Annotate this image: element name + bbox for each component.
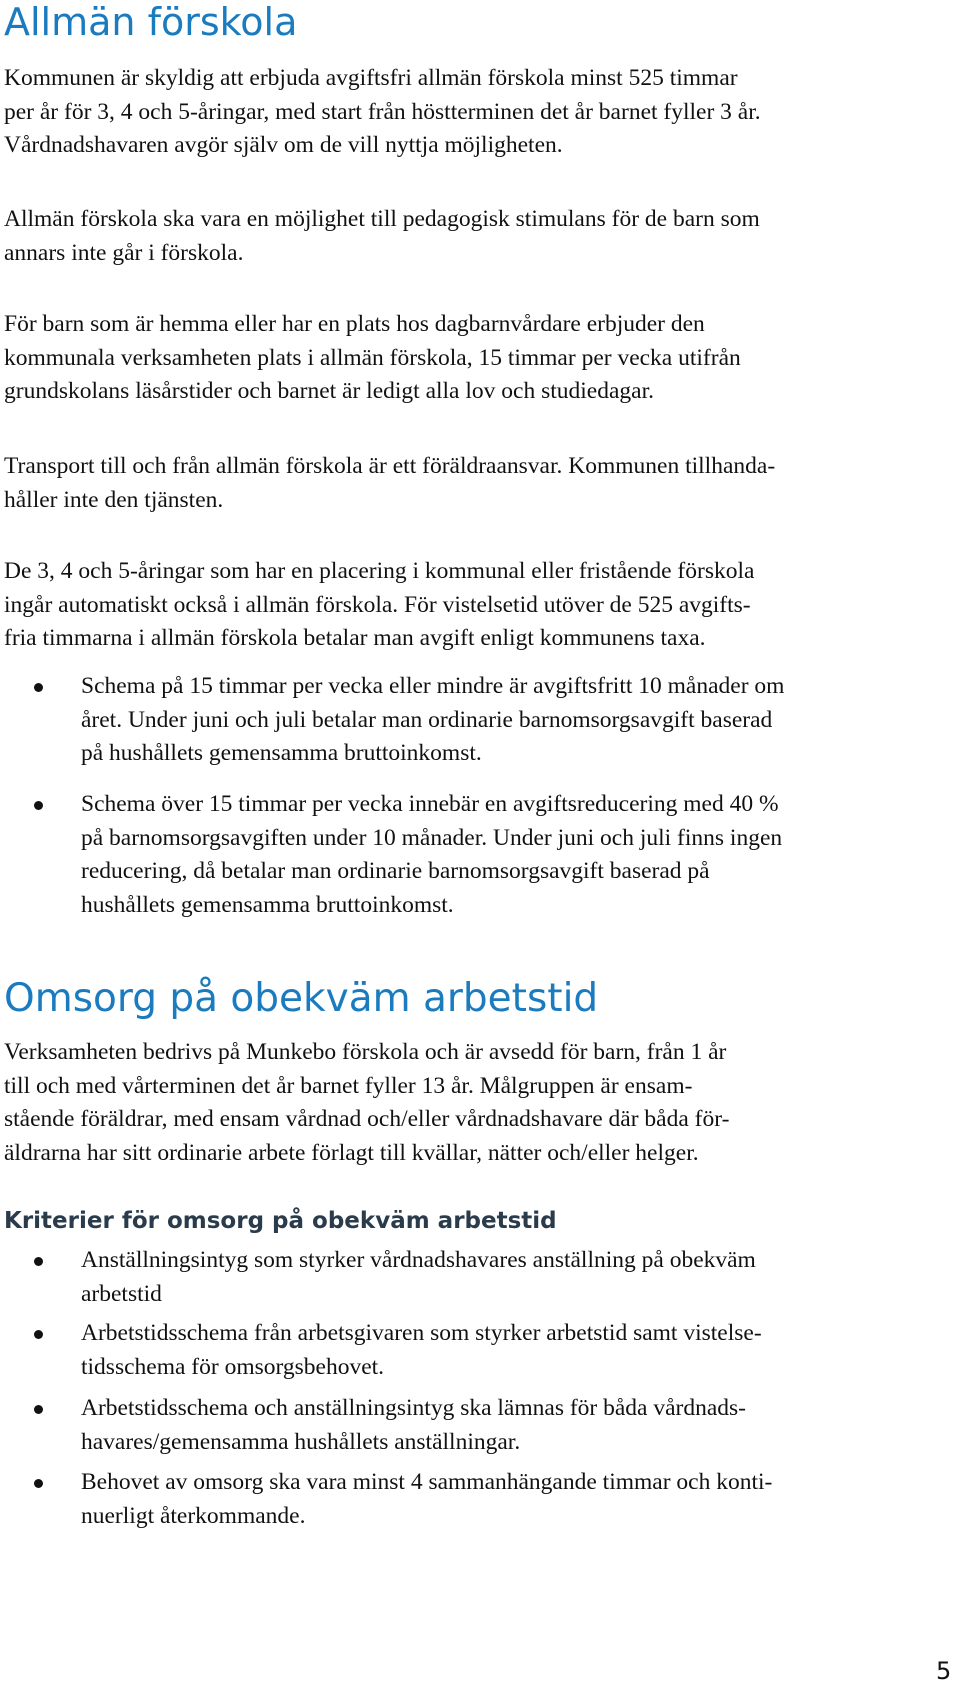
bullet-icon (34, 1479, 43, 1488)
text-line: nuerligt återkommande. (81, 1502, 306, 1529)
text-line: Transport till och från allmän förskola är ett föräldraansvar. Kommunen tillhanda- (4, 453, 776, 479)
paragraph-1 (4, 62, 761, 163)
heading-kriterier: Kriterier för omsorg på obekväm arbetstid (4, 1208, 557, 1234)
text-line: hushållets gemensamma bruttoinkomst. (81, 891, 454, 918)
text-line: Verksamheten bedrivs på Munkebo förskola och är avsedd för barn, från 1 år (4, 1039, 727, 1065)
paragraph-6 (4, 1036, 729, 1170)
paragraph-2 (4, 203, 760, 270)
text-line: håller inte den tjänsten. (4, 486, 224, 513)
text-line: Vårdnadshavaren avgör själv om de vill nyttja möjligheten. (4, 132, 563, 159)
bullet-icon (34, 683, 43, 692)
list-item-text (81, 1244, 756, 1311)
page-number: 5 (936, 1657, 952, 1685)
bullet-icon (34, 1405, 43, 1414)
text-line: Kommunen är skyldig att erbjuda avgiftsfri allmän förskola minst 525 timmar (4, 65, 738, 91)
paragraph-5 (4, 555, 754, 656)
text-line: Anställningsintyg som styrker vårdnadshavares anställning på obekväm (81, 1247, 756, 1273)
text-line: För barn som är hemma eller har en plats hos dagbarnvårdare erbjuder den (4, 311, 705, 337)
text-line: Behovet av omsorg ska vara minst 4 sammanhängande timmar och konti- (81, 1469, 773, 1495)
list-item-text (81, 788, 782, 922)
bullet-icon (34, 1330, 43, 1339)
heading-omsorg-obekvam-arbetstid: Omsorg på obekväm arbetstid (4, 976, 599, 1021)
list-item-text (81, 1392, 746, 1459)
text-line: reducering, då betalar man ordinarie barnomsorgsavgift baserad på (81, 858, 710, 885)
text-line: De 3, 4 och 5-åringar som har en placering i kommunal eller fristående förskola (4, 558, 755, 584)
paragraph-3 (4, 308, 741, 409)
text-line: ingår automatiskt också i allmän förskola. För vistelsetid utöver de 525 avgifts- (4, 591, 751, 618)
list-item-text (81, 670, 784, 771)
text-line: Allmän förskola ska vara en möjlighet till pedagogisk stimulans för de barn som (4, 206, 760, 232)
text-line: Arbetstidsschema och anställningsintyg ska lämnas för båda vårdnads- (81, 1395, 747, 1421)
text-line: Schema över 15 timmar per vecka innebär en avgiftsreducering med 40 % (81, 791, 779, 817)
text-line: grundskolans läsårstider och barnet är ledigt alla lov och studiedagar. (4, 378, 654, 405)
list-item-text (81, 1466, 772, 1533)
text-line: äldrarna har sitt ordinarie arbete förlagt till kvällar, nätter och/eller helger. (4, 1139, 699, 1166)
bullet-icon (34, 801, 43, 810)
text-line: på barnomsorgsavgiften under 10 månader. Under juni och juli finns ingen (81, 824, 783, 851)
text-line: per år för 3, 4 och 5-åringar, med start från höstterminen det år barnet fyller 3 år. (4, 98, 761, 125)
text-line: havares/gemensamma hushållets anställningar. (81, 1428, 521, 1455)
text-line: till och med vårterminen det år barnet fyller 13 år. Målgruppen är ensam- (4, 1072, 693, 1099)
text-line: fria timmarna i allmän förskola betalar man avgift enligt kommunens taxa. (4, 625, 706, 652)
list-item-text (81, 1317, 762, 1384)
text-line: annars inte går i förskola. (4, 239, 244, 266)
text-line: Arbetstidsschema från arbetsgivaren som styrker arbetstid samt vistelse- (81, 1320, 762, 1346)
text-line: kommunala verksamheten plats i allmän förskola, 15 timmar per vecka utifrån (4, 344, 741, 371)
paragraph-4 (4, 450, 775, 517)
text-line: tidsschema för omsorgsbehovet. (81, 1353, 385, 1380)
text-line: Schema på 15 timmar per vecka eller mindre är avgiftsfritt 10 månader om (81, 673, 785, 699)
heading-allman-forskola: Allmän förskola (4, 0, 298, 44)
text-line: på hushållets gemensamma bruttoinkomst. (81, 740, 482, 767)
text-line: året. Under juni och juli betalar man ordinarie barnomsorgsavgift baserad (81, 706, 773, 733)
text-line: stående föräldrar, med ensam vårdnad och/eller vårdnadshavare där båda för- (4, 1106, 730, 1133)
bullet-icon (34, 1257, 43, 1266)
text-line: arbetstid (81, 1280, 162, 1307)
